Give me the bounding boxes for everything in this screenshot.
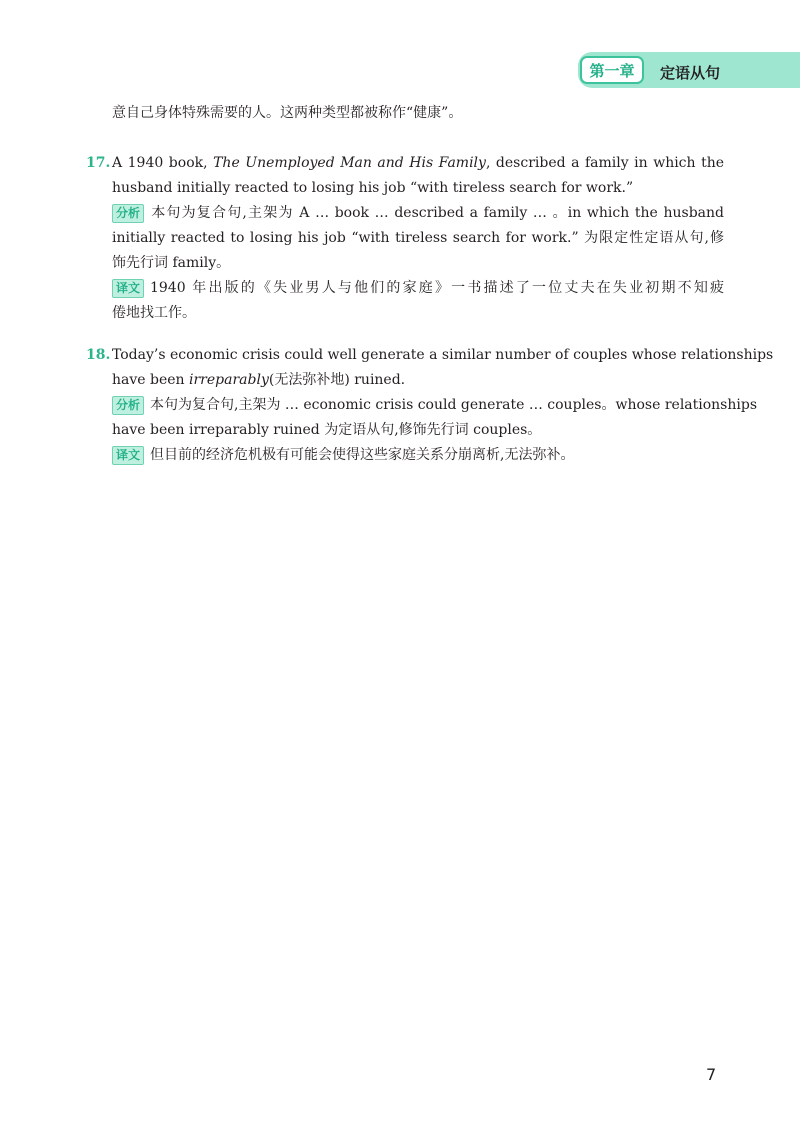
translation-tag: 译文 — [112, 279, 144, 298]
item-18-sentence-text: (无法弥补地) ruined. — [268, 372, 406, 388]
item-17-analysis-text: 本句为复合句,主架为 A … book … described a family … 。in which the husband — [150, 205, 724, 221]
item-17-number: 17. — [86, 155, 111, 171]
chapter-tag: 第一章 — [580, 56, 644, 84]
item-18-analysis-line-1 — [112, 393, 758, 418]
analysis-tag: 分析 — [112, 396, 144, 415]
item-17-translation-text: 1940 年出版的《失业男人与他们的家庭》一书描述了一位丈夫在失业初期不知疲 — [150, 280, 724, 296]
item-17-sentence-text: A 1940 book, — [112, 155, 214, 171]
analysis-tag: 分析 — [112, 204, 144, 223]
item-17-analysis-line-3: 饰先行词 family。 — [112, 255, 231, 271]
item-18-sentence-line-2 — [112, 368, 724, 393]
item-18-translation-line-1 — [112, 443, 724, 468]
italic-word: irreparably — [189, 372, 269, 388]
item-17-sentence-line-2: husband initially reacted to losing his job “with tireless search for work.” — [112, 180, 634, 196]
item-18-sentence-text: have been — [112, 372, 190, 388]
chapter-title: 定语从句 — [660, 64, 721, 82]
item-17-translation-line-2: 倦地找工作。 — [112, 305, 196, 321]
item-18-analysis-line-2: have been irreparably ruined 为定语从句,修饰先行词 couples。 — [112, 422, 542, 438]
item-17-translation-line-1 — [112, 276, 724, 301]
item-18-sentence-line-1: Today’s economic crisis could well generate a similar number of couples whose relationships — [112, 347, 774, 363]
intro-line: 意自己身体特殊需要的人。这两种类型都被称作“健康”。 — [112, 105, 463, 121]
book-title: The Unemployed Man and His Family — [213, 155, 486, 171]
page-number: 7 — [706, 1065, 717, 1084]
item-17 — [112, 151, 724, 326]
item-17-analysis-line-1 — [112, 201, 724, 226]
intro-paragraph — [112, 101, 724, 126]
item-18-translation-text: 但目前的经济危机极有可能会使得这些家庭关系分崩离析,无法弥补。 — [150, 447, 575, 463]
item-17-sentence-text: , described a family in which the — [485, 155, 725, 171]
item-17-sentence-line-1 — [112, 151, 724, 176]
item-18 — [112, 343, 774, 468]
item-18-analysis-text: 本句为复合句,主架为 … economic crisis could generate … couples。whose relationships — [150, 397, 758, 413]
item-18-number: 18. — [86, 347, 111, 363]
translation-tag: 译文 — [112, 446, 144, 465]
item-17-analysis-line-2: initially reacted to losing his job “with tireless search for work.” 为限定性定语从句,修 — [112, 230, 724, 246]
